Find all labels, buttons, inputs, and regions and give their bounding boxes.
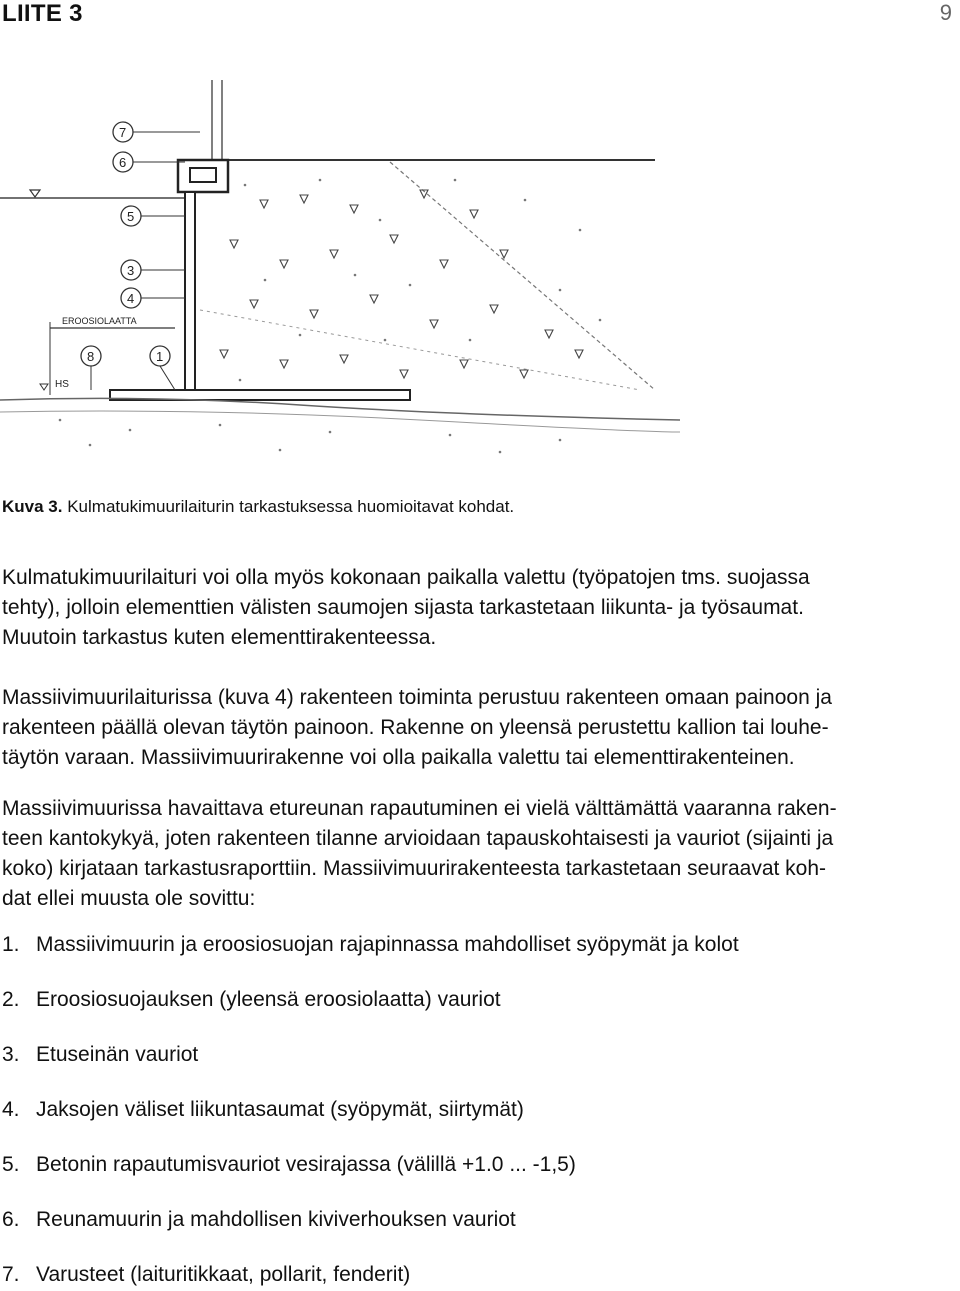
caption-prefix: Kuva 3.	[2, 497, 63, 516]
list-item-text: Eroosiosuojauksen (yleensä eroosiolaatta) vauriot	[36, 988, 501, 1011]
paragraph-3-line-2: teen kantokykyä, joten rakenteen tilanne arvioidaan tapauskohtaisesti ja vauriot (sijainti ja	[2, 827, 834, 850]
list-item-number: 3.	[2, 1043, 20, 1066]
quay-wall-drawing	[0, 60, 680, 480]
callout-6	[113, 152, 185, 172]
fill-inner-line	[200, 310, 640, 390]
callout-5	[121, 206, 185, 226]
paragraph-3-line-1: Massiivimuurissa havaittava etureunan rapautuminen ei vielä välttämättä vaaranna raken-	[2, 797, 837, 820]
list-item	[2, 1260, 410, 1290]
seabed-line-2	[0, 411, 680, 432]
svg-text:6: 6	[119, 155, 127, 170]
seabed-line	[0, 398, 680, 420]
figure-caption	[2, 497, 514, 517]
paragraph-1-line-1: Kulmatukimuurilaituri voi olla myös kokonaan paikalla valettu (työpatojen tms. suojassa	[2, 566, 810, 589]
paragraph-2-line-3: täytön varaan. Massiivimuurirakenne voi olla paikalla valettu tai elementtirakenteinen.	[2, 746, 795, 769]
list-item-text: Etuseinän vauriot	[36, 1043, 199, 1066]
hs-label: HS	[55, 379, 69, 390]
list-item-number: 1.	[2, 933, 20, 956]
list-item-text: Reunamuurin ja mahdollisen kiviverhouksen vauriot	[36, 1208, 516, 1231]
svg-text:4: 4	[127, 291, 135, 306]
front-wall	[185, 192, 195, 397]
paragraph-3-line-3: koko) kirjataan tarkastusraporttiin. Massiivimuurirakenteesta tarkastetaan seuraavat koh-	[2, 857, 827, 880]
paragraph-2-line-2: rakenteen päällä olevan täytön painoon. Rakenne on yleensä perustettu kallion tai louhe-	[2, 716, 829, 739]
svg-text:5: 5	[127, 209, 135, 224]
water-level-marker	[30, 190, 40, 197]
fill-aggregate	[220, 190, 583, 378]
erosion-tile-label: EROOSIOLAATTA	[62, 316, 137, 326]
paragraph-1-line-3: Muutoin tarkastus kuten elementtirakenteessa.	[2, 626, 437, 649]
callout-8	[81, 346, 101, 390]
svg-text:7: 7	[119, 125, 127, 140]
paragraph-1-line-2: tehty), jolloin elementtien välisten saumojen sijasta tarkastetaan liikunta- ja työsaumat.	[2, 596, 804, 619]
svg-text:1: 1	[156, 349, 164, 364]
list-item	[2, 985, 501, 1015]
list-item	[2, 1150, 576, 1180]
list-item-text: Betonin rapautumisvauriot vesirajassa (välillä +1.0 ... -1,5)	[36, 1153, 576, 1176]
callout-7	[113, 122, 200, 142]
page-header-title: LIITE 3	[2, 0, 83, 27]
paragraph-3-line-4: dat ellei muusta ole sovittu:	[2, 887, 256, 910]
caption-text: Kulmatukimuurilaiturin tarkastuksessa huomioitavat kohdat.	[67, 497, 515, 516]
paragraph-2-line-1: Massiivimuurilaiturissa (kuva 4) rakenteen toiminta perustuu rakenteen omaan painoon ja	[2, 686, 832, 709]
list-item	[2, 930, 739, 960]
svg-text:3: 3	[127, 263, 135, 278]
paragraph-3	[2, 794, 957, 914]
callout-1	[150, 346, 175, 390]
paragraph-1	[2, 563, 957, 653]
fill-slope-line	[390, 162, 655, 390]
list-item-text: Massiivimuurin ja eroosiosuojan rajapinnassa mahdolliset syöpymät ja kolot	[36, 933, 739, 956]
list-item-number: 4.	[2, 1098, 20, 1121]
list-item	[2, 1040, 198, 1070]
edge-beam-void	[190, 168, 216, 182]
list-item-number: 7.	[2, 1263, 20, 1286]
list-item-number: 2.	[2, 988, 20, 1011]
hs-marker	[40, 384, 48, 390]
paragraph-2	[2, 683, 957, 773]
page-number: 9	[939, 0, 952, 25]
svg-text:8: 8	[87, 349, 95, 364]
callout-3	[121, 260, 185, 280]
list-item-number: 6.	[2, 1208, 20, 1231]
list-item	[2, 1205, 516, 1235]
cross-section-figure	[0, 60, 680, 480]
list-item-text: Varusteet (laituritikkaat, pollarit, fenderit)	[36, 1263, 411, 1286]
list-item	[2, 1095, 524, 1125]
list-item-text: Jaksojen väliset liikuntasaumat (syöpymät, siirtymät)	[36, 1098, 524, 1121]
callout-4	[121, 288, 185, 308]
list-item-number: 5.	[2, 1153, 20, 1176]
